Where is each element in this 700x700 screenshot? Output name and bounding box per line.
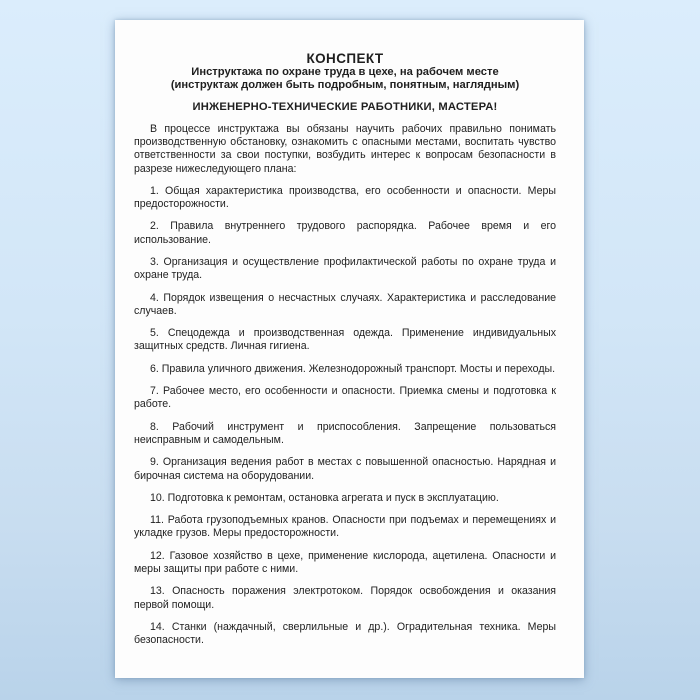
plan-list [134,185,556,648]
plan-item: 7. Рабочее место, его особенности и опасности. Приемка смены и подготовка к работе. [134,385,556,411]
plan-item: 5. Спецодежда и производственная одежда. Применение индивидуальных защитных средств. Личная гигиена. [134,327,556,353]
plan-item: 9. Организация ведения работ в местах с повышенной опасностью. Нарядная и бирочная система на оборудовании. [134,456,556,482]
plan-item: 14. Станки (наждачный, сверлильные и др.). Оградительная техника. Меры безопасности. [134,620,556,647]
intro-paragraph: В процессе инструктажа вы обязаны научить рабочих правильно понимать производственную обстановку, ознакомить с опасными местами, воспитать чувство ответственности за свои поступки, возбудить интерес к вопросам безопасности в разрезе нижеследующего плана: [134,122,556,175]
plan-item: 11. Работа грузоподъемных кранов. Опасности при подъемах и перемещениях и укладке грузов. Меры предосторожности. [134,514,556,540]
plan-item: 8. Рабочий инструмент и приспособления. Запрещение пользоваться неисправным и самодельным. [134,420,556,446]
plan-item: 3. Организация и осуществление профилактической работы по охране труда и охране труда. [134,255,556,282]
document-audience-heading: ИНЖЕНЕРНО-ТЕХНИЧЕСКИЕ РАБОТНИКИ, МАСТЕРА! [192,101,498,114]
plan-item: 13. Опасность поражения электротоком. Порядок освобождения и оказания первой помощи. [134,585,556,611]
plan-item: 10. Подготовка к ремонтам, остановка агрегата и пуск в эксплуатацию. [150,491,499,504]
document-page [115,20,584,678]
plan-item: 4. Порядок извещения о несчастных случаях. Характеристика и расследование случаев. [134,291,556,317]
plan-item: 1. Общая характеристика производства, его особенности и опасности. Меры предосторожности. [134,184,556,211]
document-subtitle-line1: Инструктажа по охране труда в цехе, на рабочем месте [191,66,499,78]
plan-item: 2. Правила внутреннего трудового распорядка. Рабочее время и его использование. [134,220,556,246]
plan-item: 12. Газовое хозяйство в цехе, применение кислорода, ацетилена. Опасности и меры защиты при работе с ними. [134,549,556,576]
plan-item: 6. Правила уличного движения. Железнодорожный транспорт. Мосты и переходы. [150,362,556,375]
document-subtitle-line2: (инструктаж должен быть подробным, понятным, наглядным) [170,79,520,92]
document-header [134,51,556,115]
document-title: КОНСПЕКТ [306,51,384,66]
